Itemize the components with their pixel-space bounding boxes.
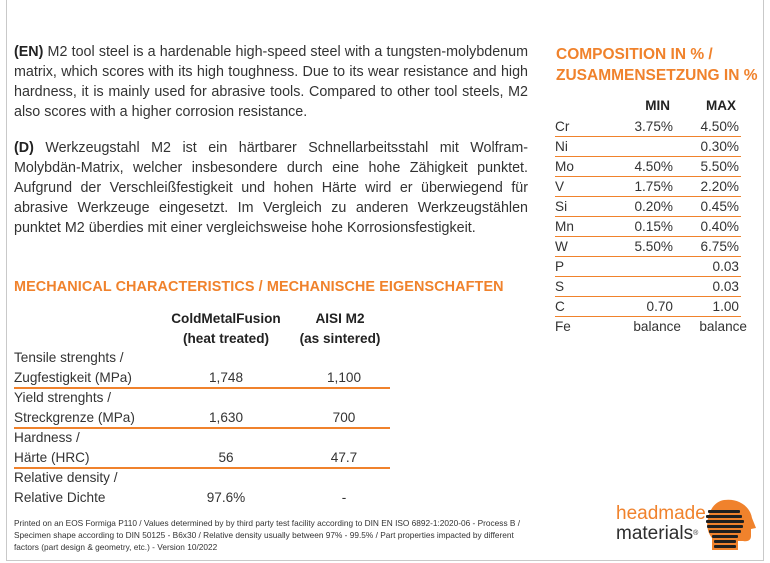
mech-label: Streckgrenze (MPa) [14,410,135,425]
logo-line1: headmade [616,503,706,524]
intro-en-text: M2 tool steel is a hardenable high-speed steel with a tungsten-molybdenum matrix, which scores with its high toughness. Due to its wear resistance and high hardness, it is mainly used for abrasive tools. Compared to other tool steels, M2 also scores with a higher corrosion resistance. [14,44,528,120]
element-symbol: W [555,239,568,254]
comp-row-cr [555,117,747,137]
mech-value: 1,100 [326,370,362,385]
footer-note [14,517,594,553]
mech-col1-line1: ColdMetalFusion [171,311,281,326]
comp-row-s [555,277,747,297]
comp-min: 0.70 [646,299,673,314]
composition-title [556,44,758,86]
registered-mark: ® [693,530,699,537]
element-symbol: Fe [555,319,571,334]
element-symbol: S [555,279,565,294]
mech-col2-line1: AISI M2 [315,311,365,326]
comp-row-ni [555,137,747,157]
comp-min: 0.20% [634,199,673,214]
mech-label: Relative density / [14,470,118,485]
logo-wordmark [616,504,706,544]
intro-en-tag: (EN) [14,44,44,60]
mech-label: Hardness / [14,430,80,445]
intro-de-tag: (D) [14,140,34,156]
mech-row-tensile [14,348,390,388]
element-symbol: Mo [555,159,574,174]
comp-row-mn [555,217,747,237]
footer-line: Specimen shape according to DIN 50125 - B6x30 / Relative density usually between 97% - 99.5% / Part properties impacted by different [14,530,514,540]
head-profile-icon [702,498,758,552]
comp-max: 1.00 [712,299,739,314]
element-symbol: Ni [555,139,568,154]
composition-table [555,117,747,337]
intro-text [14,42,528,254]
headmade-materials-logo [614,498,760,552]
mech-label: Zugfestigkeit (MPa) [14,370,132,385]
logo-line2-text: materials [616,523,694,544]
comp-max: 0.03 [712,279,739,294]
mech-label: Relative Dichte [14,490,106,505]
comp-row-mo [555,157,747,177]
mech-label: Yield strenghts / [14,390,111,405]
comp-min: 0.15% [634,219,673,234]
composition-max-header: MAX [706,98,736,113]
comp-max: 5.50% [700,159,739,174]
intro-en [14,42,528,122]
mech-col2-line2: (as sintered) [299,331,381,346]
mech-col-coldmetalfusion [156,309,296,349]
intro-de-text: Werkzeugstahl M2 ist ein härtbarer Schnellarbeitsstahl mit Wolfram-Molybdän-Matrix, welcher insbesondere durch eine hohe Zähigkeit punktet. Aufgrund der Verschleißfestigkeit und hohen Härte wird er überwiegend für abrasive Werkzeuge eingesetzt. Im Vergleich zu anderen Werkzeugstählen punktet M2 überdies mit einer vergleichsweise hohe Korrosionsfestigkeit. [14,140,528,236]
comp-min: 3.75% [634,119,673,134]
comp-max: 0.45% [700,199,739,214]
comp-max: 0.40% [700,219,739,234]
comp-max: balance [699,319,747,334]
mech-value: 1,748 [208,370,244,385]
comp-min: 5.50% [634,239,673,254]
mech-col-aisi-m2 [276,309,404,349]
composition-min-header: MIN [645,98,670,113]
comp-row-w [555,237,747,257]
comp-min: balance [633,319,681,334]
mech-value: 700 [332,410,356,425]
comp-max: 6.75% [700,239,739,254]
element-symbol: C [555,299,565,314]
comp-max: 2.20% [700,179,739,194]
logo-line2 [616,524,706,544]
comp-max: 0.03 [712,259,739,274]
mech-col1-line2: (heat treated) [182,331,270,346]
comp-max: 4.50% [700,119,739,134]
mech-row-density [14,468,390,508]
footer-line: Printed on an EOS Formiga P110 / Values determined by by third party test facility according to DIN EN ISO 6892-1:2020-06 - Process B / [14,518,521,528]
mech-value: 1,630 [208,410,244,425]
element-symbol: Mn [555,219,574,234]
mech-value: - [341,490,347,505]
comp-row-v [555,177,747,197]
mech-value: 56 [218,450,234,465]
mechanical-title: MECHANICAL CHARACTERISTICS / MECHANISCHE EIGENSCHAFTEN [14,279,504,295]
comp-row-fe [555,317,747,337]
intro-de [14,138,528,238]
composition-title-line1: COMPOSITION IN % / [556,46,713,63]
footer-line: factors (part design & geometry, etc.) - Version 10/2022 [14,542,218,552]
mech-row-yield [14,388,390,428]
comp-row-p [555,257,747,277]
comp-row-c [555,297,747,317]
mech-value: 97.6% [206,490,246,505]
comp-min: 1.75% [634,179,673,194]
mech-label: Härte (HRC) [14,450,90,465]
comp-max: 0.30% [700,139,739,154]
element-symbol: Si [555,199,568,214]
composition-title-line2: ZUSAMMENSETZUNG IN % [556,67,758,84]
comp-row-si [555,197,747,217]
mech-value: 47.7 [330,450,358,465]
element-symbol: V [555,179,565,194]
element-symbol: P [555,259,565,274]
element-symbol: Cr [555,119,570,134]
mech-label: Tensile strenghts / [14,350,124,365]
mech-row-hardness [14,428,390,468]
comp-min: 4.50% [634,159,673,174]
